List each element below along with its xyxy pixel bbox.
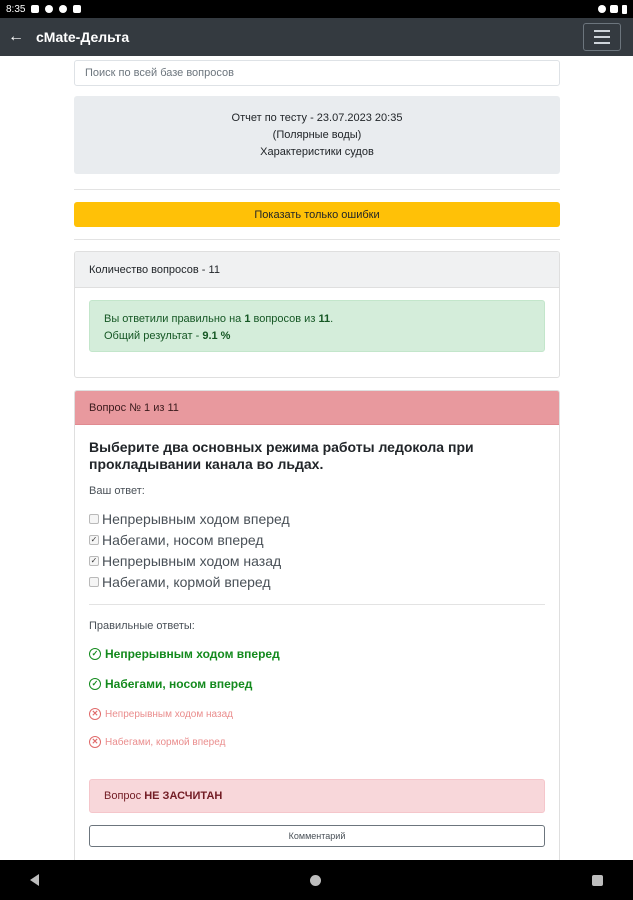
- wrong-answer-item: [89, 708, 233, 720]
- nav-back-icon[interactable]: [30, 874, 39, 886]
- answer-label: Набегами, кормой вперед: [105, 736, 226, 748]
- your-answer-label: Ваш ответ:: [89, 485, 145, 497]
- main-content[interactable]: [74, 56, 560, 860]
- answer-label: Непрерывным ходом назад: [105, 708, 233, 720]
- total-count: 11: [318, 313, 331, 325]
- answer-option: [89, 532, 264, 548]
- overall-percent: 9.1 %: [202, 330, 231, 342]
- menu-button[interactable]: [583, 23, 621, 51]
- report-date: Отчет по тесту - 23.07.2023 20:35: [231, 112, 403, 124]
- question-result-alert: Вопрос НЕ ЗАСЧИТАН: [89, 779, 545, 813]
- wrong-answer-item: [89, 736, 225, 748]
- arrow-left-icon: ←: [8, 28, 24, 45]
- result-status: НЕ ЗАСЧИТАН: [144, 790, 223, 802]
- correct-count: 1: [244, 313, 251, 325]
- battery-icon: [622, 5, 627, 14]
- summary-card: [74, 251, 560, 378]
- report-category: (Полярные воды): [272, 129, 362, 141]
- nav-home-icon[interactable]: [310, 875, 321, 886]
- x-circle-icon: ✕: [89, 708, 101, 720]
- answer-label: Набегами, носом вперед: [105, 677, 253, 691]
- back-button[interactable]: [0, 18, 32, 56]
- question-header: Вопрос № 1 из 11: [75, 391, 559, 425]
- option-label: Набегами, носом вперед: [102, 532, 264, 548]
- check-circle-icon: ✓: [89, 648, 101, 660]
- hamburger-icon: [594, 30, 610, 32]
- mail-icon: [31, 5, 39, 13]
- divider: [89, 604, 545, 605]
- notification-icon: [45, 5, 53, 13]
- app-bar: [0, 18, 633, 56]
- overall-line: Общий результат - 9.1 %: [104, 330, 231, 342]
- show-errors-button[interactable]: Показать только ошибки: [74, 202, 560, 227]
- checkbox-checked: ✓: [90, 556, 98, 565]
- divider: [74, 189, 560, 190]
- answer-option: [89, 511, 290, 527]
- status-time: 8:35: [6, 3, 26, 15]
- report-info: [74, 96, 560, 174]
- result-alert: [89, 300, 545, 352]
- wifi-icon: [598, 5, 606, 13]
- nav-recent-icon[interactable]: [592, 875, 603, 886]
- checkbox: [89, 577, 99, 587]
- correct-answer-item: [89, 677, 252, 691]
- answer-option: [89, 553, 281, 569]
- navigation-bar: [0, 860, 633, 900]
- option-label: Непрерывным ходом вперед: [102, 511, 290, 527]
- search-input[interactable]: [74, 60, 560, 86]
- checkbox: [89, 514, 99, 524]
- divider: [74, 239, 560, 240]
- signal-icon: [610, 5, 618, 13]
- x-circle-icon: ✕: [89, 736, 101, 748]
- question-card: [74, 390, 560, 860]
- summary-header: Количество вопросов - 11: [75, 252, 559, 288]
- question-text: Выберите два основных режима работы ледокола при прокладывании канала во льдах.: [89, 439, 474, 472]
- card-icon: [73, 5, 81, 13]
- answer-option: [89, 574, 271, 590]
- check-circle-icon: ✓: [89, 678, 101, 690]
- status-bar: [0, 0, 633, 18]
- report-topic: Характеристики судов: [260, 146, 374, 158]
- option-label: Набегами, кормой вперед: [102, 574, 271, 590]
- comment-button[interactable]: Комментарий: [89, 825, 545, 847]
- answer-label: Непрерывным ходом вперед: [105, 647, 280, 661]
- option-label: Непрерывным ходом назад: [102, 553, 282, 569]
- correct-answer-item: [89, 647, 280, 661]
- checkbox-checked: ✓: [90, 535, 98, 544]
- result-line: Вы ответили правильно на 1 вопросов из 11.: [104, 313, 334, 325]
- correct-answers-label: Правильные ответы:: [89, 620, 195, 632]
- app-title: cMate-Дельта: [36, 29, 130, 45]
- app-icon: [59, 5, 67, 13]
